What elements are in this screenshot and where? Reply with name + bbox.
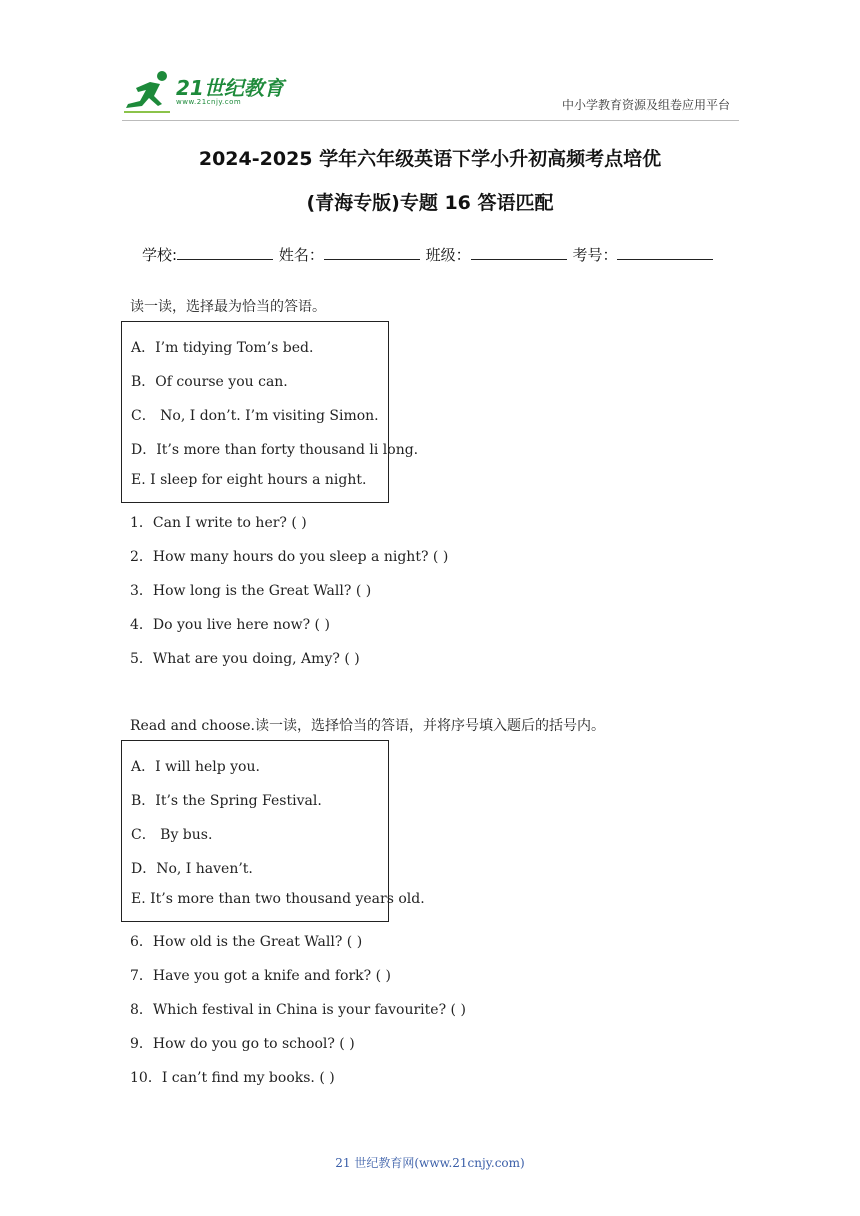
- class-label: 班级：: [425, 246, 471, 264]
- running-figure-icon: [122, 68, 174, 114]
- site-logo: [122, 68, 292, 114]
- option-item: B．Of course you can.: [131, 374, 288, 390]
- name-blank: [324, 245, 420, 260]
- option-item: C． By bus.: [131, 827, 213, 843]
- exam-no-blank: [617, 245, 713, 260]
- question-item: 8．Which festival in China is your favourite? ( ): [130, 1002, 466, 1018]
- option-item: C． No, I don’t. I’m visiting Simon.: [131, 408, 379, 424]
- option-item: E. I sleep for eight hours a night.: [131, 472, 367, 488]
- logo-url: www.21cnjy.com: [176, 98, 242, 106]
- question-item: 7．Have you got a knife and fork? ( ): [130, 968, 391, 984]
- logo-text: 21世纪教育: [176, 76, 284, 100]
- question-item: 10．I can’t find my books. ( ): [130, 1070, 335, 1086]
- page-title-line1: 2024-2025 学年六年级英语下学小升初高频考点培优: [198, 148, 662, 170]
- question-item: 6．How old is the Great Wall? ( ): [130, 934, 363, 950]
- option-item: B．It’s the Spring Festival.: [131, 793, 322, 809]
- page-title-line2: (青海专版)专题 16 答语匹配: [306, 192, 554, 214]
- name-label: 姓名：: [278, 246, 324, 264]
- question-item: 4．Do you live here now? ( ): [130, 617, 330, 633]
- student-info-row: [142, 244, 714, 265]
- question-item: 9．How do you go to school? ( ): [130, 1036, 355, 1052]
- option-item: D．It’s more than forty thousand li long.: [131, 442, 419, 458]
- question-item: 2．How many hours do you sleep a night? ( ): [130, 549, 449, 565]
- section1-instruction: 读一读，选择最为恰当的答语。: [130, 299, 326, 315]
- header-divider: [122, 120, 739, 121]
- school-blank: [177, 245, 273, 260]
- question-item: 5．What are you doing, Amy? ( ): [130, 651, 360, 667]
- option-item: D．No, I haven’t.: [131, 861, 253, 877]
- question-item: 3．How long is the Great Wall? ( ): [130, 583, 372, 599]
- question-item: 1．Can I write to her? ( ): [130, 515, 307, 531]
- option-item: A．I will help you.: [131, 759, 260, 775]
- platform-text: 中小学教育资源及组卷应用平台: [561, 98, 730, 112]
- option-item: A．I’m tidying Tom’s bed.: [131, 340, 314, 356]
- class-blank: [471, 245, 567, 260]
- exam-no-label: 考号：: [572, 246, 618, 264]
- school-label: 学校:: [142, 246, 178, 264]
- option-item: E. It’s more than two thousand years old.: [131, 891, 425, 907]
- footer-link[interactable]: 21 世纪教育网(www.21cnjy.com): [335, 1156, 525, 1170]
- section2-options-box: [121, 740, 425, 922]
- section1-options-box: [121, 321, 419, 503]
- section2-instruction: Read and choose.读一读，选择恰当的答语，并将序号填入题后的括号内。: [130, 718, 605, 734]
